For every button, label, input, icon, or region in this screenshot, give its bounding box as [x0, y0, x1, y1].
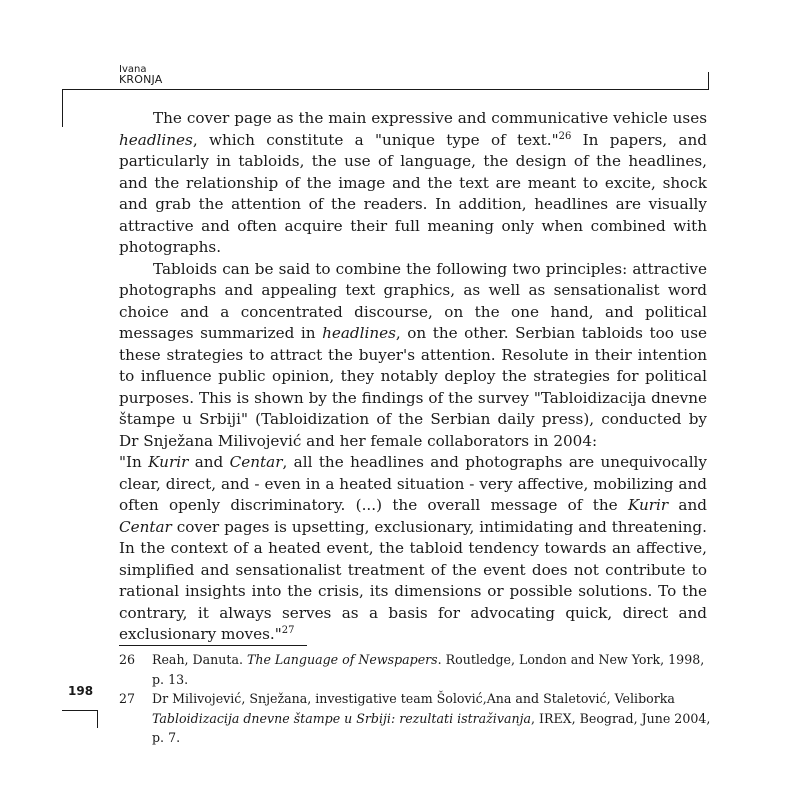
running-header-author-first: Ivana — [119, 64, 147, 75]
footnote-26 — [119, 650, 719, 689]
header-rule-right-tick — [708, 72, 709, 90]
article-body — [119, 108, 707, 646]
paragraph-2: Tabloids can be said to combine the following two principles: attractive photographs and appealing text graphics, as well as sensationalist word choice and a concentrated discourse, on the one hand, and political messages summarized in headlines, on the other. Serbian tabloids too use these strategies to attract the buyer's attention. Resolute in their intention to influence public opinion, they notably deploy the strategies for political purposes. This is shown by the findings of the survey "Tabloidizacija dnevne štampe u Srbiji" (Tabloidization of the Serbian daily press), conducted by Dr Snježana Milivojević and her female collaborators in 2004: — [119, 259, 707, 450]
footnote-number: 26 — [119, 652, 136, 667]
footnote-ref-27: 27 — [281, 625, 295, 636]
running-header-author-last: KRONJA — [119, 73, 163, 86]
paragraph-1: The cover page as the main expressive and communicative vehicle uses headlines, which constitute a "unique type of text."$^{26}$ In papers, and particularly in tabloids, the use of language, the design of the headlines, and the relationship of the image and the text are meant to excite, shock and grab the attention of the readers. In addition, headlines are visually attractive and often acquire their full meaning only when combined with photographs. — [119, 109, 707, 256]
footnote-number: 27 — [119, 691, 136, 706]
header-rule-horizontal — [62, 89, 709, 90]
footnote-ref-26: 26 — [558, 130, 572, 142]
footnote-text: Dr Milivojević, Snježana, investigative team Šolović,Ana and Staletović, Veliborka Tabloidizacija dnevne štampe u Srbiji: rezultati istraživanja, IREX, Beograd, June 2004, p. 7. — [152, 691, 711, 745]
footnote-text: Reah, Danuta. The Language of Newspapers. Routledge, London and New York, 1998, p. 13. — [152, 652, 705, 687]
footnotes — [119, 650, 719, 748]
page-number-rule-horizontal — [62, 710, 98, 711]
block-quote: "In Kurir and Centar, all the headlines and photographs are unequivocally clear, direct, and - even in a heated situation - very affective, mobilizing and often openly discriminatory. (...) the overall message of the Kurir and Centar cover pages is upsetting, exclusionary, intimidating and threatening. In the context of a heated event, the tabloid tendency towards an affective, simplified and sensationalist treatment of the event does not contribute to rational insights into the crisis, its dimensions or possible solutions. To the contrary, it always serves as a basis for advocating quick, direct and exclusionary moves."$^{27}$ — [119, 453, 707, 643]
header-rule-left-tick — [62, 89, 63, 127]
footnote-27 — [119, 689, 719, 748]
page-number: 198 — [68, 684, 94, 698]
footnote-separator — [119, 645, 307, 646]
page-number-rule-vertical — [97, 710, 98, 728]
